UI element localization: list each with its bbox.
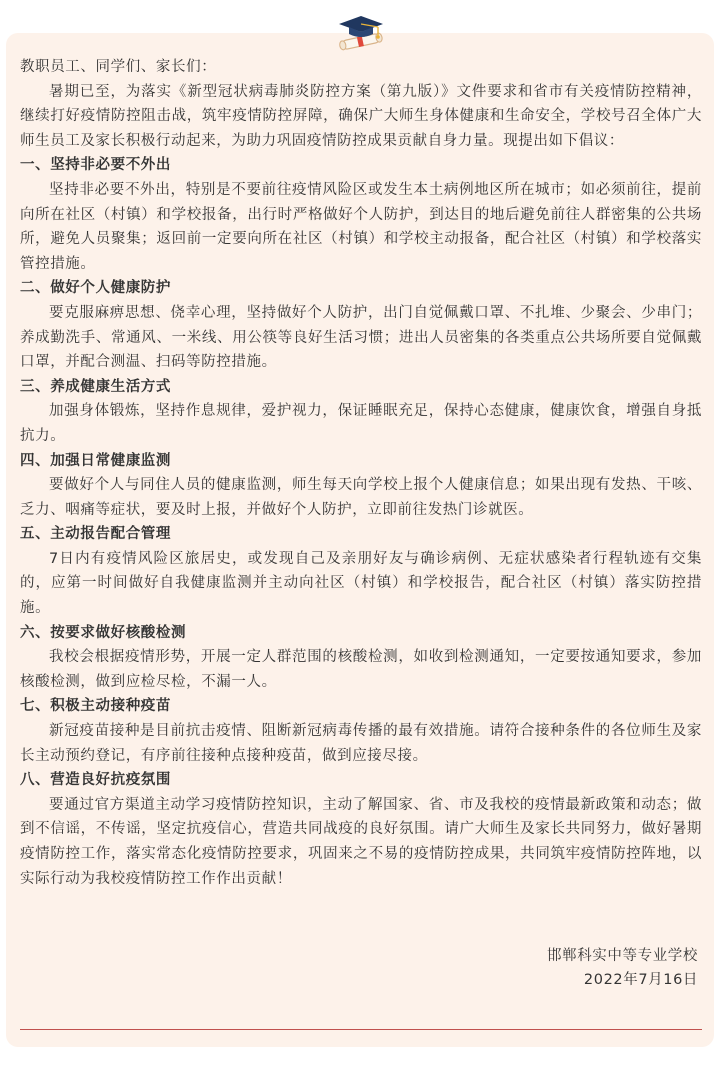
section-body-2: 要克服麻痹思想、侥幸心理，坚持做好个人防护，出门自觉佩戴口罩、不扎堆、少聚会、少串门；养成勤洗手、常通风、一米线、用公筷等良好生活习惯；进出人员密集的各类重点公共场所要自觉佩戴口罩，并配合测温、扫码等防控措施。: [20, 304, 702, 371]
section-heading-3: 三、养成健康生活方式: [20, 378, 171, 395]
section-body-5: 7日内有疫情风险区旅居史，或发现自己及亲朋好友与确诊病例、无症状感染者行程轨迹有交集的，应第一时间做好自我健康监测并主动向社区（村镇）和学校报告，配合社区（村镇）落实防控措施。: [20, 550, 702, 617]
graduation-cap-diploma-icon: [334, 12, 388, 52]
section-heading-7: 七、积极主动接种疫苗: [20, 698, 171, 715]
section-heading-4: 四、加强日常健康监测: [20, 452, 171, 469]
signature-school: 邯郸科实中等专业学校: [547, 948, 698, 964]
section-body-6: 我校会根据疫情形势，开展一定人群范围的核酸检测，如收到检测通知，一定要按通知要求，参加核酸检测，做到应检尽检，不漏一人。: [20, 649, 702, 690]
bottom-divider: [20, 1029, 702, 1030]
section-body-3: 加强身体锻炼，坚持作息规律，爱护视力，保证睡眠充足，保持心态健康，健康饮食，增强自身抵抗力。: [20, 403, 702, 444]
section-heading-2: 二、做好个人健康防护: [20, 280, 171, 297]
section-body-4: 要做好个人与同住人员的健康监测，师生每天向学校上报个人健康信息；如果出现有发热、干咳、乏力、咽痛等症状，要及时上报，并做好个人防护，立即前往发热门诊就医。: [20, 477, 702, 518]
section-body-1: 坚持非必要不外出，特别是不要前往疫情风险区或发生本土病例地区所在城市；如必须前往，提前向所在社区（村镇）和学校报备，出行时严格做好个人防护，到达目的地后避免前往人群密集的公共场所，避免人员聚集；返回前一定要向所在社区（村镇）和学校主动报备，配合社区（村镇）和学校落实管控措施。: [20, 181, 702, 272]
section-heading-6: 六、按要求做好核酸检测: [20, 624, 187, 641]
section-body-7: 新冠疫苗接种是目前抗击疫情、阻断新冠病毒传播的最有效措施。请符合接种条件的各位师生及家长主动预约登记，有序前往接种点接种疫苗，做到应接尽接。: [20, 723, 702, 764]
greeting: 教职员工、同学们、家长们：: [20, 59, 217, 75]
section-heading-1: 一、坚持非必要不外出: [20, 157, 171, 174]
signature-date: 2022年7月16日: [583, 972, 698, 988]
intro-paragraph: 暑期已至，为落实《新型冠状病毒肺炎防控方案（第九版）》文件要求和省市有关疫情防控精神，继续打好疫情防控阻击战，筑牢疫情防控屏障，确保广大师生身体健康和生命安全，学校号召全体广大师生员工及家长积极行动起来，为助力巩固疫情防控成果贡献自身力量。现提出如下倡议：: [20, 83, 702, 149]
letter-body: [20, 55, 702, 891]
section-heading-8: 八、营造良好抗疫氛围: [20, 772, 171, 789]
section-heading-5: 五、主动报告配合管理: [20, 526, 171, 543]
section-body-8: 要通过官方渠道主动学习疫情防控知识，主动了解国家、省、市及我校的疫情最新政策和动态；做到不信谣，不传谣，坚定抗疫信心，营造共同战疫的良好氛围。请广大师生及家长共同努力，做好暑期疫情防控工作，落实常态化疫情防控要求，巩固来之不易的疫情防控成果，共同筑牢疫情防控阵地，以实际行动为我校疫情防控工作作出贡献！: [20, 796, 702, 887]
